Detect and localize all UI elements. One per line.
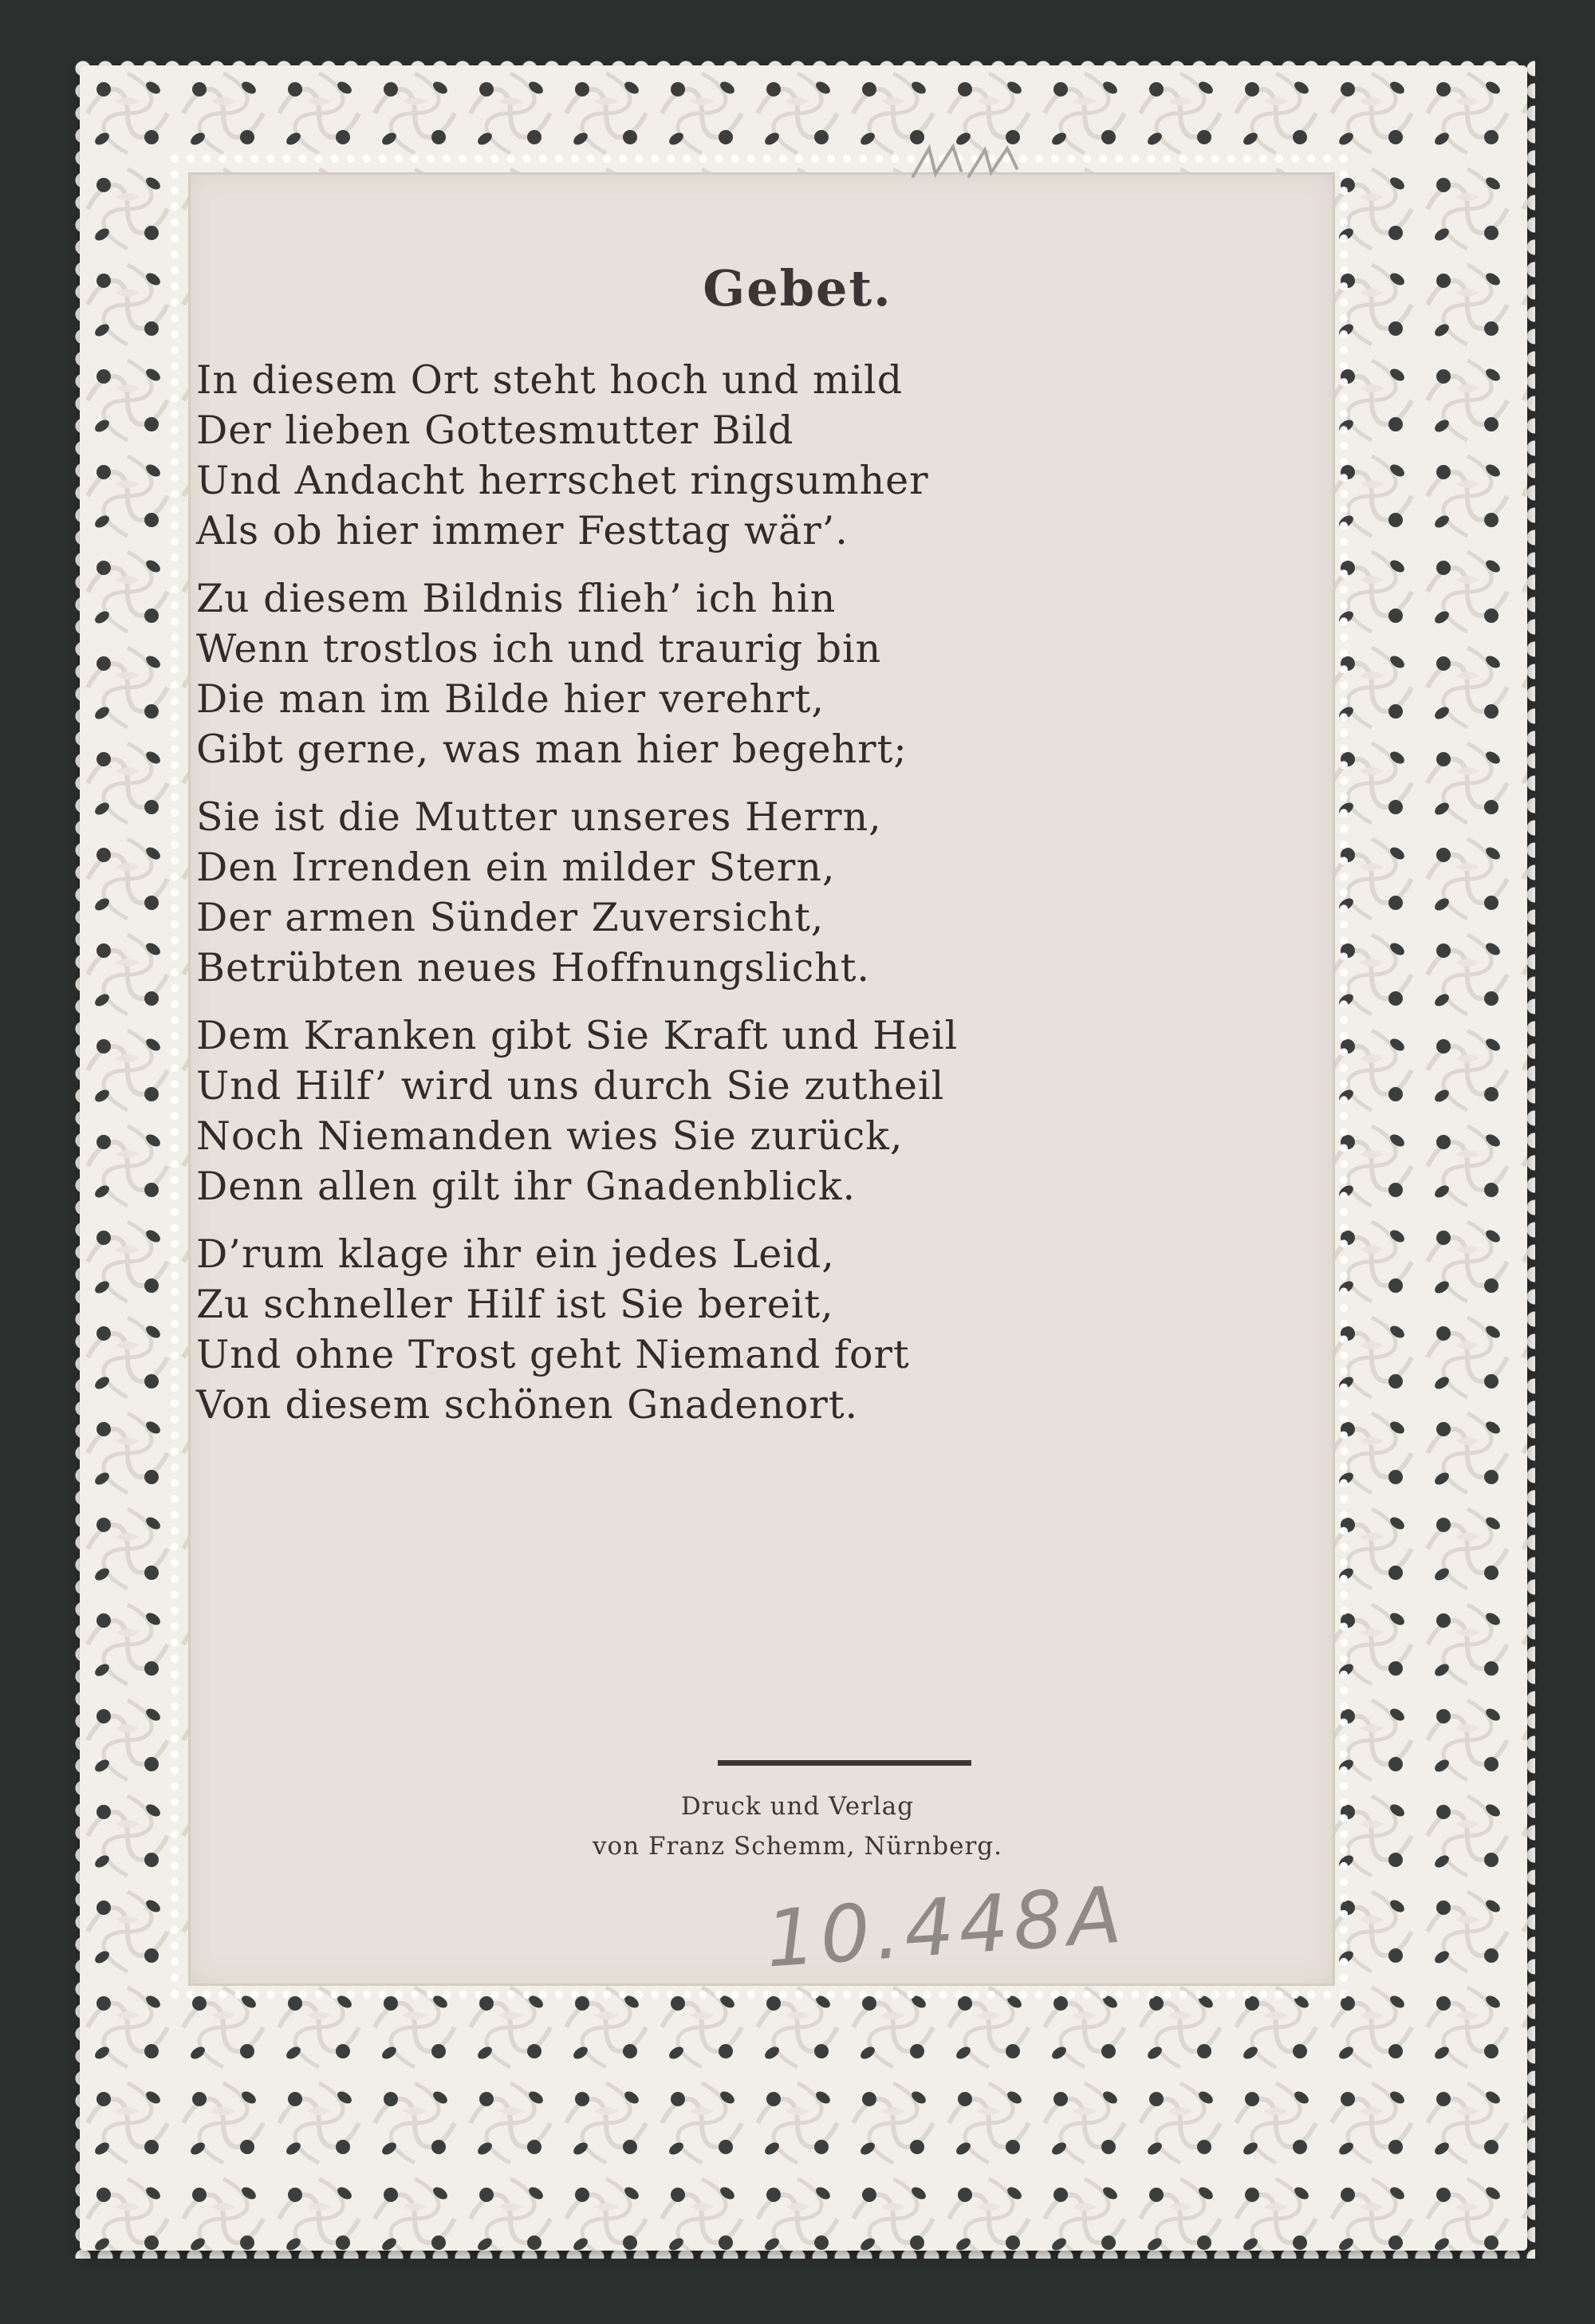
poem-line: Von diesem schönen Gnadenort. — [196, 1382, 859, 1428]
poem-line: Und Andacht herrschet ringsumher — [196, 458, 929, 503]
poem-line: D’rum klage ihr ein jedes Leid, — [196, 1231, 835, 1277]
stanza — [196, 1010, 994, 1211]
poem-line: Der lieben Gottesmutter Bild — [196, 408, 794, 453]
poem-line: Gibt gerne, was man hier begehrt; — [196, 727, 908, 772]
poem-line: Zu diesem Bildnis flieh’ ich hin — [196, 576, 837, 621]
stanza — [196, 1229, 994, 1430]
poem-line: Die man im Bilde hier verehrt, — [196, 676, 825, 722]
imprint-line-1: Druck und Verlag — [680, 1792, 915, 1821]
stanza — [196, 573, 994, 774]
poem-line: Der armen Sünder Zuversicht, — [196, 895, 825, 940]
poem-line: Und Hilf’ wird uns durch Sie zutheil — [196, 1063, 945, 1109]
divider-rule — [718, 1760, 971, 1766]
card-title: Gebet. — [703, 259, 892, 317]
stanza — [196, 355, 994, 556]
pencil-inventory-number: 10.448A — [762, 1869, 1129, 1986]
poem-line: Denn allen gilt ihr Gnadenblick. — [196, 1164, 857, 1209]
poem-line: In diesem Ort steht hoch und mild — [196, 357, 904, 403]
poem-line: Sie ist die Mutter unseres Herrn, — [196, 794, 882, 840]
poem-line: Als ob hier immer Festtag wär’. — [196, 508, 849, 553]
poem-line: Den Irrenden ein milder Stern, — [196, 845, 836, 890]
poem-line: Und ohne Trost geht Niemand fort — [196, 1332, 910, 1377]
stanza — [196, 792, 994, 993]
pencil-scribble-icon — [905, 132, 1041, 188]
poem-line: Wenn trostlos ich und traurig bin — [196, 626, 882, 672]
poem-line: Betrübten neues Hoffnungslicht. — [196, 945, 871, 991]
poem — [196, 355, 994, 1448]
poem-line: Noch Niemanden wies Sie zurück, — [196, 1113, 904, 1159]
poem-line: Dem Kranken gibt Sie Kraft und Heil — [196, 1013, 959, 1058]
poem-line: Zu schneller Hilf ist Sie bereit, — [196, 1282, 834, 1327]
publisher-imprint — [0, 1786, 1595, 1866]
imprint-line-2: von Franz Schemm, Nürnberg. — [593, 1832, 1002, 1861]
